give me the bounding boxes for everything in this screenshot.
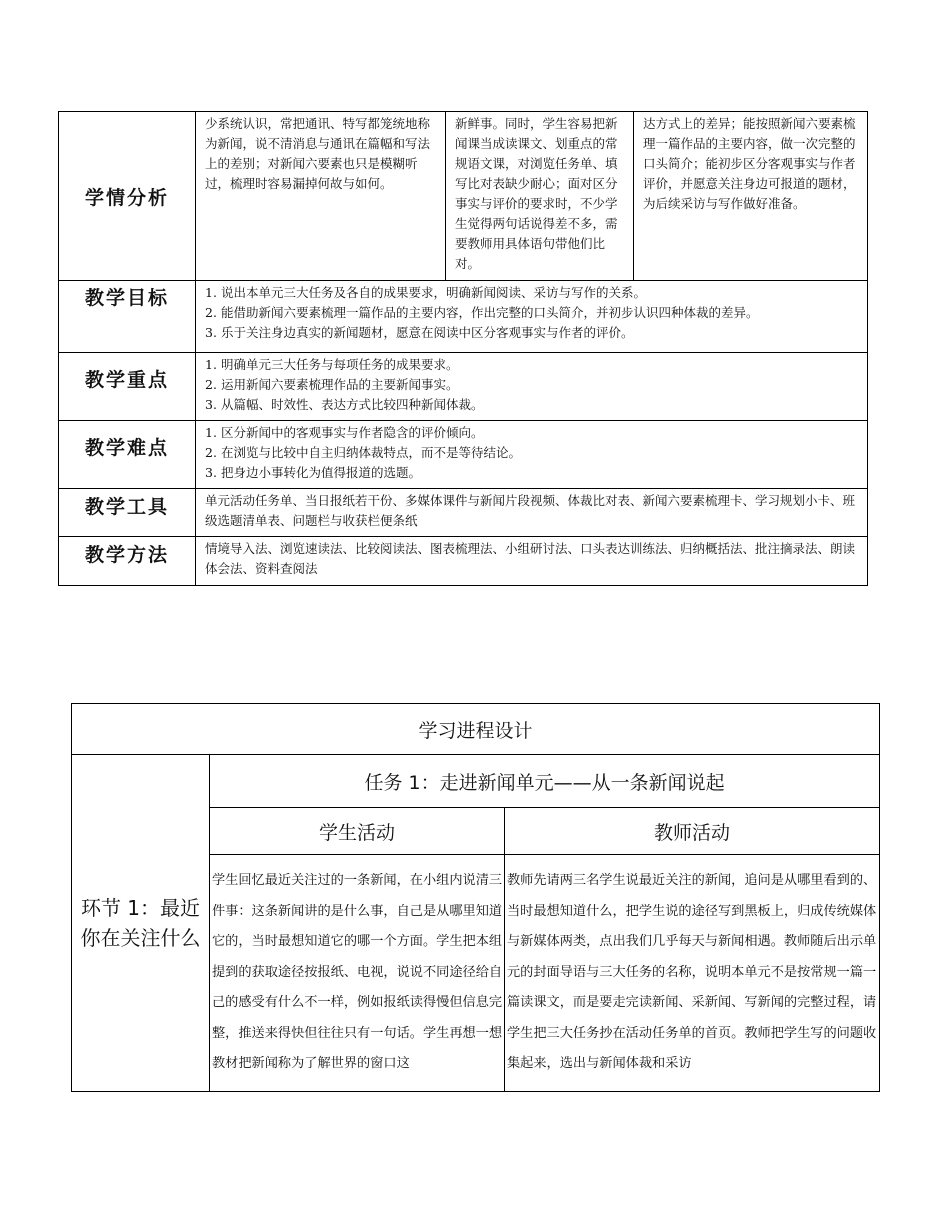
student-activity-text: 学生回忆最近关注过的一条新闻，在小组内说清三件事：这条新闻讲的是什么事，自己是从哪里知道它的，当时最想知道它的哪一个方面。学生把本组提到的获取途径按报纸、电视，说说不同途径给自己的感受有什么不一样，例如报纸读得慢但信息完整，推送来得快但往往只有一句话。学生再想一想教材把新闻称为了解世界的窗口这: [210, 855, 505, 1092]
tools-text: 单元活动任务单、当日报纸若干份、多媒体课件与新闻片段视频、体裁比对表、新闻六要素梳理卡、学习规划小卡、班级选题清单表、问题栏与收获栏便条纸: [196, 489, 868, 537]
process-table: [71, 703, 880, 1092]
row-label-key-points: 教学重点: [59, 353, 196, 421]
list-item: 3. 把身边小事转化为值得报道的选题。: [205, 465, 422, 480]
key-points-list: [196, 353, 868, 421]
difficulties-list: [196, 421, 868, 489]
task-row: [72, 755, 880, 808]
row-tools: [59, 489, 868, 537]
teacher-activity-text: 教师先请两三名学生说最近关注的新闻，追问是从哪里看到的、当时最想知道什么，把学生说的途径写到黑板上，归成传统媒体与新媒体两类，点出我们几乎每天与新闻相遇。教师随后出示单元的封面导语与三大任务的名称，说明本单元不是按常规一篇一篇读课文，而是要走完读新闻、采新闻、写新闻的完整过程，请学生把三大任务抄在活动任务单的首页。教师把学生写的问题收集起来，选出与新闻体裁和采访: [505, 855, 880, 1092]
row-label-tools: 教学工具: [59, 489, 196, 537]
teacher-activity-header: 教师活动: [505, 808, 880, 855]
row-label-objectives: 教学目标: [59, 281, 196, 353]
list-item: 1. 区分新闻中的客观事实与作者隐含的评价倾向。: [205, 425, 484, 440]
row-difficulties: [59, 421, 868, 489]
row-label-student-analysis: 学情分析: [59, 112, 196, 281]
methods-text: 情境导入法、浏览速读法、比较阅读法、图表梳理法、小组研讨法、口头表达训练法、归纳概括法、批注摘录法、朗读体会法、资料查阅法: [196, 537, 868, 586]
list-item: 2. 在浏览与比较中自主归纳体裁特点，而不是等待结论。: [205, 445, 522, 460]
student-analysis-col1: 少系统认识，常把通讯、特写都笼统地称为新闻，说不清消息与通讯在篇幅和写法上的差别；对新闻六要素也只是模糊听过，梳理时容易漏掉何故与如何。: [196, 112, 446, 281]
row-methods: [59, 537, 868, 586]
row-label-methods: 教学方法: [59, 537, 196, 586]
list-item: 3. 从篇幅、时效性、表达方式比较四种新闻体裁。: [205, 397, 484, 412]
student-analysis-col3: 达方式上的差异；能按照新闻六要素梳理一篇作品的主要内容，做一次完整的口头简介；能初步区分客观事实与作者评价，并愿意关注身边可报道的题材，为后续采访与写作做好准备。: [634, 112, 868, 281]
student-analysis-col2: 新鲜事。同时，学生容易把新闻课当成读课文、划重点的常规语文课，对浏览任务单、填写比对表缺少耐心；面对区分事实与评价的要求时，不少学生觉得两句话说得差不多，需要教师用具体语句带他们比对。: [446, 112, 634, 281]
list-item: 1. 说出本单元三大任务及各自的成果要求，明确新闻阅读、采访与写作的关系。: [205, 285, 647, 300]
row-key-points: [59, 353, 868, 421]
list-item: 3. 乐于关注身边真实的新闻题材，愿意在阅读中区分客观事实与作者的评价。: [205, 325, 634, 340]
task-title: 任务 1：走进新闻单元——从一条新闻说起: [210, 755, 880, 808]
student-activity-header: 学生活动: [210, 808, 505, 855]
stage-label: 环节 1：最近你在关注什么: [72, 755, 210, 1092]
list-item: 2. 能借助新闻六要素梳理一篇作品的主要内容，作出完整的口头简介，并初步认识四种体裁的差异。: [205, 305, 759, 320]
profile-table: [58, 111, 868, 586]
objectives-list: [196, 281, 868, 353]
process-table-title: 学习进程设计: [72, 704, 880, 755]
row-objectives: [59, 281, 868, 353]
list-item: 2. 运用新闻六要素梳理作品的主要新闻事实。: [205, 377, 459, 392]
list-item: 1. 明确单元三大任务与每项任务的成果要求。: [205, 357, 459, 372]
process-title-row: [72, 704, 880, 755]
row-student-analysis: [59, 112, 868, 281]
row-label-difficulties: 教学难点: [59, 421, 196, 489]
